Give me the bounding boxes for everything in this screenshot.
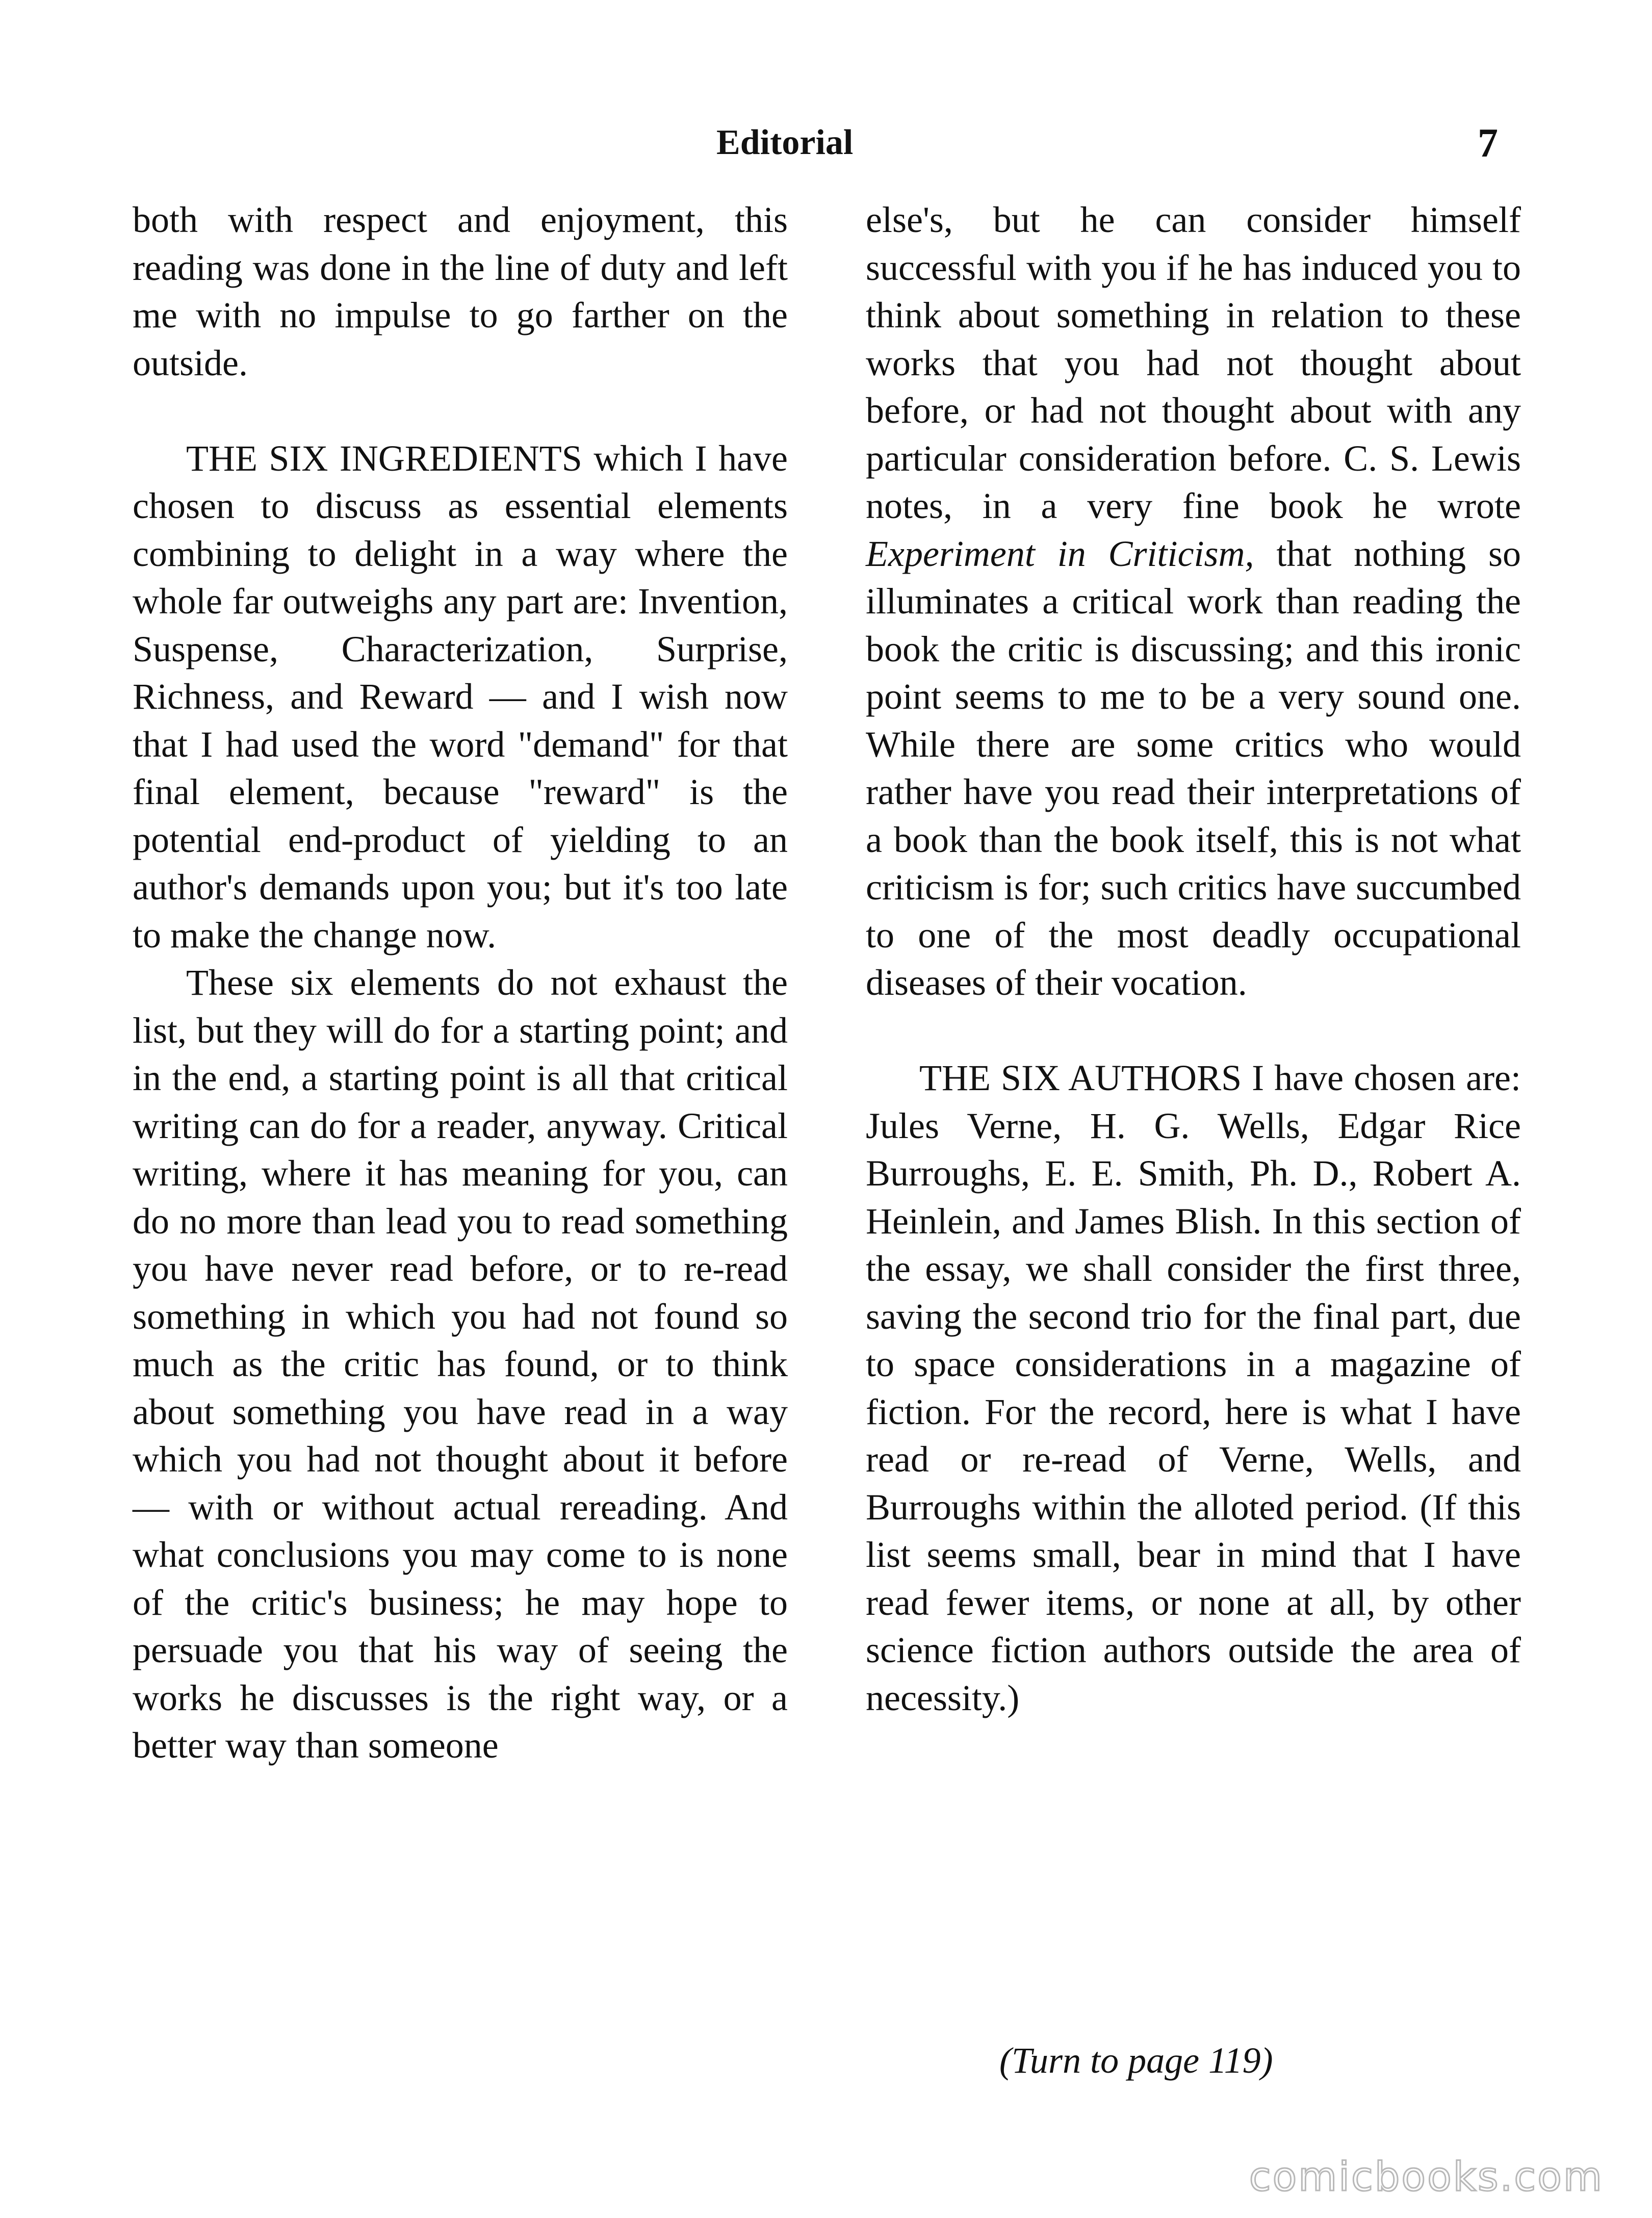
watermark: comicbooks.com — [1249, 2154, 1604, 2200]
paragraph-critics-rest: that nothing so illuminates a critical work than reading the book the critic is discussing; and this ironic point seems to me to be a very sound one. While there are some critics who would rather have you read their interpretations of a book than the book itself, this is not what criticism is for; such critics have succumbed to one of the most deadly occupational diseases of their vocation. — [866, 533, 1521, 1003]
paragraph-critics — [866, 196, 1521, 1007]
left-column — [133, 196, 788, 1770]
paragraph-critics-text: else's, but he can consider himself successful with you if he has induced you to think about something in relation to these works that you had not thought about before, or had not thought about with any particular consideration before. C. S. Lewis notes, in a very fine book he wrote — [866, 199, 1521, 526]
right-column — [866, 196, 1521, 1722]
continuation-note: (Turn to page 119) — [999, 2040, 1273, 2081]
paragraph-six-ingredients: THE SIX INGREDIENTS which I have chosen to discuss as essential elements combining to delight in a way where the whole far outweighs any part are: Invention, Suspense, Characterization, Surprise, Richness, and Reward — and I wish now that I had used the word "demand" for that final element, because "reward" is the potential end-product of yielding to an author's demands upon you; but it's too late to make the change now. — [133, 437, 788, 956]
book-title: Experiment in Criticism, — [866, 533, 1254, 574]
paragraph-six-authors: THE SIX AUTHORS I have chosen are: Jules Verne, H. G. Wells, Edgar Rice Burroughs, E. E. Smith, Ph. D., Robert A. Heinlein, and James Blish. In this section of the essay, we shall consider the first three, saving the second trio for the final part, due to space considerations in a magazine of fiction. For the record, here is what I have read or re-read of Verne, Wells, and Burroughs within the alloted period. (If this list seems small, bear in mind that I have read fewer items, or none at all, by other science fiction authors outside the area of necessity.) — [866, 1058, 1521, 1718]
paragraph-continued: both with respect and enjoyment, this reading was done in the line of duty and left me with no impulse to go farther on the outside. — [133, 199, 788, 383]
paragraph-six-elements: These six elements do not exhaust the list, but they will do for a starting point; and in the end, a starting point is all that critical writing can do for a reader, anyway. Critical writing, where it has meaning for you, can do no more than lead you to read something you have never read before, or to re-read something in which you had not found so much as the critic has found, or to think about something you have read in a way which you had not thought about it before — with or without actual rereading. And what conclusions you may come to is none of the critic's business; he may hope to persuade you that his way of seeing the works he discusses is the right way, or a better way than someone — [133, 962, 788, 1766]
running-head: Editorial — [716, 123, 854, 162]
page-number: 7 — [1478, 121, 1498, 166]
